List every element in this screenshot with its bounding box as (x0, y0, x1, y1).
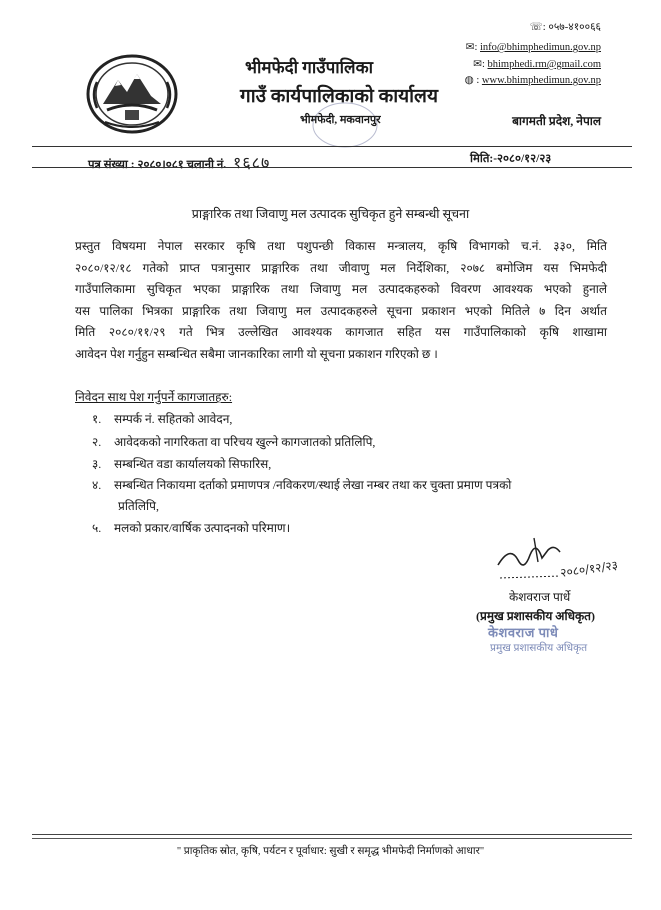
body-line: प्रस्तुत विषयमा नेपाल सरकार कृषि तथा पशुपन्छी विकास मन्त्रालय, कृषि विभागको च.नं. ३३०, मिति (75, 239, 607, 253)
phone-row (530, 20, 601, 35)
item-number: १. (92, 412, 102, 426)
phone-icon: ☏: (529, 22, 549, 33)
item-text: सम्पर्क नं. सहितको आवेदन, (114, 412, 233, 426)
item-text: सम्बन्धित निकायमा दर्ताको प्रमाणपत्र /नविकरण/स्थाई लेखा नम्बर तथा कर चुक्ता प्रमाण पत्रको (114, 478, 512, 492)
body-line: गाउँपालिकामा सुचिकृत भएका प्राङ्गारिक तथा जिवाणु मल उत्पादकहरुको विवरण आवश्यक भएको हुनाले (75, 282, 607, 296)
footer-rule-thin (32, 838, 632, 839)
title-stamp: प्रमुख प्रशासकीय अधिकृत (490, 643, 588, 654)
footer-rule (32, 834, 632, 835)
item-text: मलको प्रकार/वार्षिक उत्पादनको परिमाण। (114, 521, 291, 535)
signatory-title: (प्रमुख प्रशासकीय अधिकृत) (476, 609, 596, 623)
body-line: मिति २०८०/११/२९ गते भित्र उल्लेखित आवश्यक कागजात सहित यस गाउँपालिकाको कृषि शाखामा (75, 325, 607, 339)
dispatch-no: १६८७ (233, 153, 271, 172)
province: बागमती प्रदेश, नेपाल (512, 114, 601, 128)
body-line: आवेदन पेश गर्नुहुन सम्बन्धित सबैमा जानकारिका लागी यो सूचना प्रकाशन गरिएको छ । (75, 346, 438, 361)
email2-link[interactable]: bhimphedi.rm@gmail.com (487, 59, 601, 70)
document-item (92, 410, 232, 427)
item-number: ५. (92, 521, 102, 535)
website-link[interactable]: www.bhimphedimun.gov.np (481, 75, 601, 86)
notice-body (75, 236, 607, 365)
letter-date: मिति:-२०८०/१२/२३ (470, 153, 552, 165)
item-text: आवेदकको नागरिकता वा परिचय खुल्ने कागजातको प्रतिलिपि, (114, 435, 376, 449)
document-item (92, 476, 511, 493)
item-text: सम्बन्धित वडा कार्यालयको सिफारिस, (114, 457, 272, 471)
letter-no: पत्र संख्या : २०८०।०८१ (88, 159, 184, 171)
document-item (92, 519, 290, 536)
body-line: यस पालिका भित्रका प्राङ्गारिक तथा जिवाणु मल उत्पादकहरुले सूचना प्रकाशन भएको मितिले ७ दिन अर्थात (75, 303, 607, 318)
globe-icon: ◍ : (464, 75, 482, 86)
header-rule-bottom (32, 167, 632, 168)
letter-reference (88, 151, 270, 173)
document-item (92, 455, 271, 472)
email-icon: ✉: (465, 42, 481, 53)
stamp-address: भीमफेदी, मकवानपुर (300, 114, 381, 126)
header-rule-top (32, 146, 632, 147)
item-number: ३. (92, 457, 102, 471)
email2-icon: ✉: (473, 59, 488, 70)
office-name: गाउँ कार्यपालिकाको कार्यालय (240, 86, 438, 107)
item-number: २. (92, 435, 102, 449)
documents-title: निवेदन साथ पेश गर्नुपर्ने कागजातहरु: (75, 390, 233, 404)
document-item (92, 433, 375, 450)
item-number: ४. (92, 478, 102, 492)
website-row (465, 73, 601, 88)
email2-row (473, 57, 601, 72)
signatory-name: केशवराज पार्धे (509, 590, 571, 604)
body-line: २०८०/१२/१८ गतेको प्राप्त पत्रानुसार प्राङ्गारिक तथा जीवाणु मल निर्देशिका, २०७८ बमोजिम यस भिमफेदी (75, 260, 607, 275)
notice-subject: प्राङ्गारिक तथा जिवाणु मल उत्पादक सुचिकृत हुने सम्बन्धी सूचना (191, 207, 470, 221)
email-row (466, 40, 601, 55)
signature-date: २०८०/१२/२३ (559, 558, 619, 580)
email-link[interactable]: info@bhimphedimun.gov.np (480, 42, 601, 53)
footer-motto: " प्राकृतिक स्रोत, कृषि, पर्यटन र पूर्वाधार: सुखी र समृद्ध भीमफेदी निर्माणको आधार" (176, 846, 485, 857)
phone-number: ०५७-४१००६६ (548, 22, 601, 33)
nepal-emblem-icon (85, 52, 180, 134)
name-stamp: केशवराज पाधे (488, 625, 559, 640)
org-name: भीमफेदी गाउँपालिका (245, 58, 374, 77)
document-item-continuation: प्रतिलिपि, (118, 499, 159, 513)
dispatch-label: चलानी नं. (186, 159, 227, 171)
